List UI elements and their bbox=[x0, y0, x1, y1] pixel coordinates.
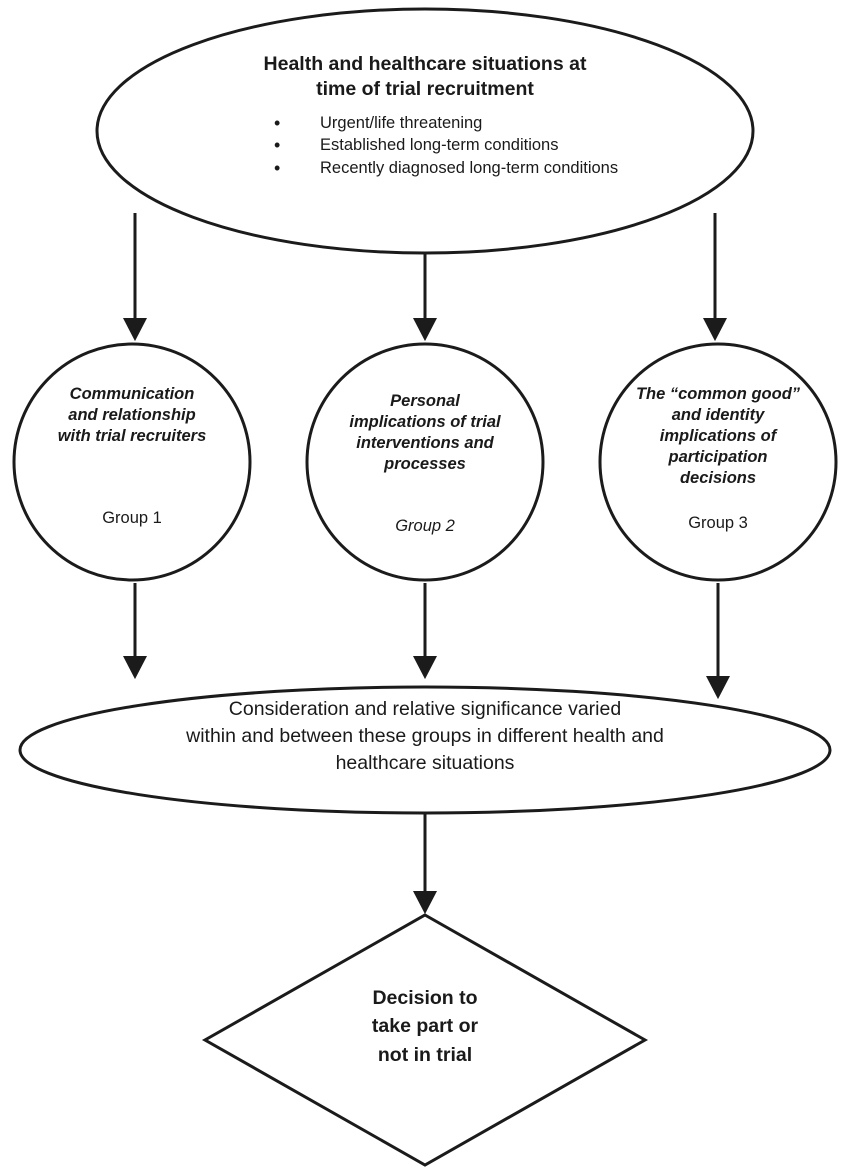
decision-line-2: take part or bbox=[371, 1015, 479, 1038]
group3-name: Group 3 bbox=[688, 513, 748, 532]
top-title-line-1: Health and healthcare situations at bbox=[263, 53, 587, 75]
middle-ellipse-label bbox=[70, 696, 780, 777]
decision-line-1: Decision to bbox=[372, 987, 478, 1009]
group3-heading-line-3: implications of bbox=[659, 427, 777, 446]
group2-heading-line-4: processes bbox=[384, 455, 466, 474]
group3-heading-line-4: participation bbox=[668, 448, 768, 467]
top-title-line-2: time of trial recruitment bbox=[316, 78, 534, 101]
group1-heading-line-2: and relationship bbox=[68, 406, 196, 425]
group3-heading-line-5: decisions bbox=[679, 469, 757, 488]
top-bullet-item: • Recently diagnosed long-term conditions bbox=[274, 158, 698, 180]
middle-line-1: Consideration and relative significance varied bbox=[228, 698, 622, 720]
middle-line-3: healthcare situations bbox=[335, 751, 515, 774]
circle-group-2-label bbox=[313, 391, 537, 536]
group3-heading-line-1: The “common good” bbox=[635, 385, 801, 403]
decision-line-3: not in trial bbox=[377, 1043, 473, 1066]
middle-line-2: within and between these groups in different health and bbox=[186, 724, 664, 747]
top-bullet-item: • Established long-term conditions bbox=[274, 135, 698, 157]
group2-heading-line-1: Personal bbox=[390, 392, 460, 410]
group2-heading-line-2: implications of trial bbox=[349, 413, 501, 432]
group1-heading-line-3: with trial recruiters bbox=[57, 427, 207, 446]
decision-diamond-label bbox=[285, 984, 565, 1069]
circle-group-3-label bbox=[606, 384, 830, 533]
group1-name: Group 1 bbox=[102, 509, 162, 528]
group2-heading-line-3: interventions and bbox=[356, 434, 494, 453]
circle-group-1-label bbox=[20, 384, 244, 528]
top-bullet-item: • Urgent/life threatening bbox=[274, 113, 698, 135]
top-ellipse-label bbox=[152, 52, 698, 181]
top-bullet-list bbox=[152, 113, 698, 180]
group1-heading-line-1: Communication bbox=[69, 385, 195, 403]
group3-heading-line-2: and identity bbox=[671, 406, 765, 425]
group2-name: Group 2 bbox=[395, 517, 455, 536]
